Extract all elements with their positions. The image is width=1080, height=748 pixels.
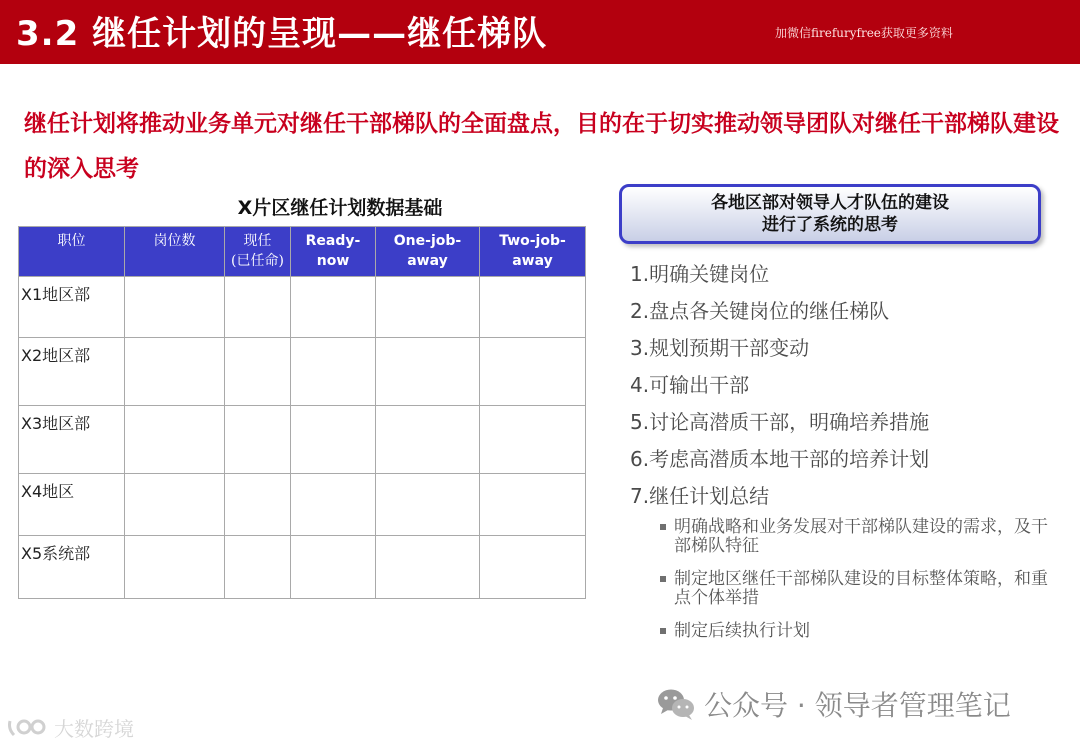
table-cell — [125, 277, 225, 338]
list-item: 2.盘点各关键岗位的继任梯队 — [630, 299, 890, 323]
col-header: Ready- now — [291, 227, 376, 277]
watermark-text: 公众号 · 领导者管理笔记 — [704, 689, 1011, 722]
callout-line: 各地区部对领导人才队伍的建设 — [711, 193, 949, 213]
table-row — [19, 406, 586, 474]
table-title: X片区继任计划数据基础 — [237, 197, 443, 219]
table-row — [19, 536, 586, 599]
list-item: 1.明确关键岗位 — [630, 262, 770, 286]
list-item: 5.讨论高潜质干部，明确培养措施 — [630, 410, 930, 434]
callout-line: 进行了系统的思考 — [762, 215, 898, 235]
table-header-row — [19, 227, 586, 277]
wechat-icon — [656, 687, 696, 721]
table-cell — [480, 536, 586, 599]
row-label: X3地区部 — [19, 406, 125, 474]
sub-list-text: 制定后续执行计划 — [674, 621, 810, 641]
points-list — [630, 259, 929, 518]
table-cell — [125, 338, 225, 406]
list-item: 4.可输出干部 — [630, 373, 750, 397]
table-cell — [376, 338, 480, 406]
table-cell — [291, 474, 376, 536]
table-cell — [480, 277, 586, 338]
table-cell — [376, 406, 480, 474]
col-header: Two-job- away — [480, 227, 586, 277]
table-cell — [225, 474, 291, 536]
row-label: X5系统部 — [19, 536, 125, 599]
row-label: X1地区部 — [19, 277, 125, 338]
succession-table — [18, 226, 586, 599]
row-label: X2地区部 — [19, 338, 125, 406]
row-label: X4地区 — [19, 474, 125, 536]
table-cell — [225, 406, 291, 474]
table-row — [19, 338, 586, 406]
sub-list-text: 制定地区继任干部梯队建设的目标整体策略，和重点个体举措 — [674, 569, 1048, 608]
watermark — [656, 686, 1011, 722]
table-cell — [291, 277, 376, 338]
table-cell — [291, 338, 376, 406]
subpoints-list — [660, 518, 1060, 641]
sub-list-item — [660, 518, 1060, 570]
square-bullet-icon — [660, 576, 666, 582]
table-row — [19, 277, 586, 338]
table-cell — [480, 406, 586, 474]
table-cell — [376, 277, 480, 338]
table-cell — [480, 474, 586, 536]
callout-box — [619, 184, 1041, 244]
table-cell — [125, 474, 225, 536]
sub-list-item — [660, 622, 1060, 641]
brand-text: 大数跨境 — [54, 716, 134, 741]
table-row — [19, 474, 586, 536]
square-bullet-icon — [660, 628, 666, 634]
title-bar — [0, 0, 1080, 64]
table-cell — [125, 406, 225, 474]
col-header: 职位 — [19, 227, 125, 277]
list-item: 6.考虑高潜质本地干部的培养计划 — [630, 447, 930, 471]
brand-logo-icon — [6, 715, 50, 739]
table-cell — [376, 474, 480, 536]
header-note: 加微信firefuryfree获取更多资料 — [775, 26, 953, 40]
table-cell — [376, 536, 480, 599]
list-item: 7.继任计划总结 — [630, 484, 770, 508]
col-header: One-job- away — [376, 227, 480, 277]
list-item: 3.规划预期干部变动 — [630, 336, 810, 360]
sub-list-item — [660, 570, 1060, 622]
col-header: 岗位数 — [125, 227, 225, 277]
table-cell — [291, 406, 376, 474]
table-cell — [125, 536, 225, 599]
sub-list-text: 明确战略和业务发展对干部梯队建设的需求，及干部梯队特征 — [674, 517, 1048, 556]
table-cell — [291, 536, 376, 599]
table-cell — [225, 338, 291, 406]
slide-title: 3.2 继任计划的呈现——继任梯队 — [16, 14, 548, 54]
headline: 继任计划将推动业务单元对继任干部梯队的全面盘点，目的在于切实推动领导团队对继任干部梯队建设的深入思考 — [24, 111, 1059, 182]
square-bullet-icon — [660, 524, 666, 530]
col-header: 现任 (已任命) — [225, 227, 291, 277]
table-cell — [225, 277, 291, 338]
table-cell — [480, 338, 586, 406]
brand-mark — [6, 712, 134, 742]
table-cell — [225, 536, 291, 599]
